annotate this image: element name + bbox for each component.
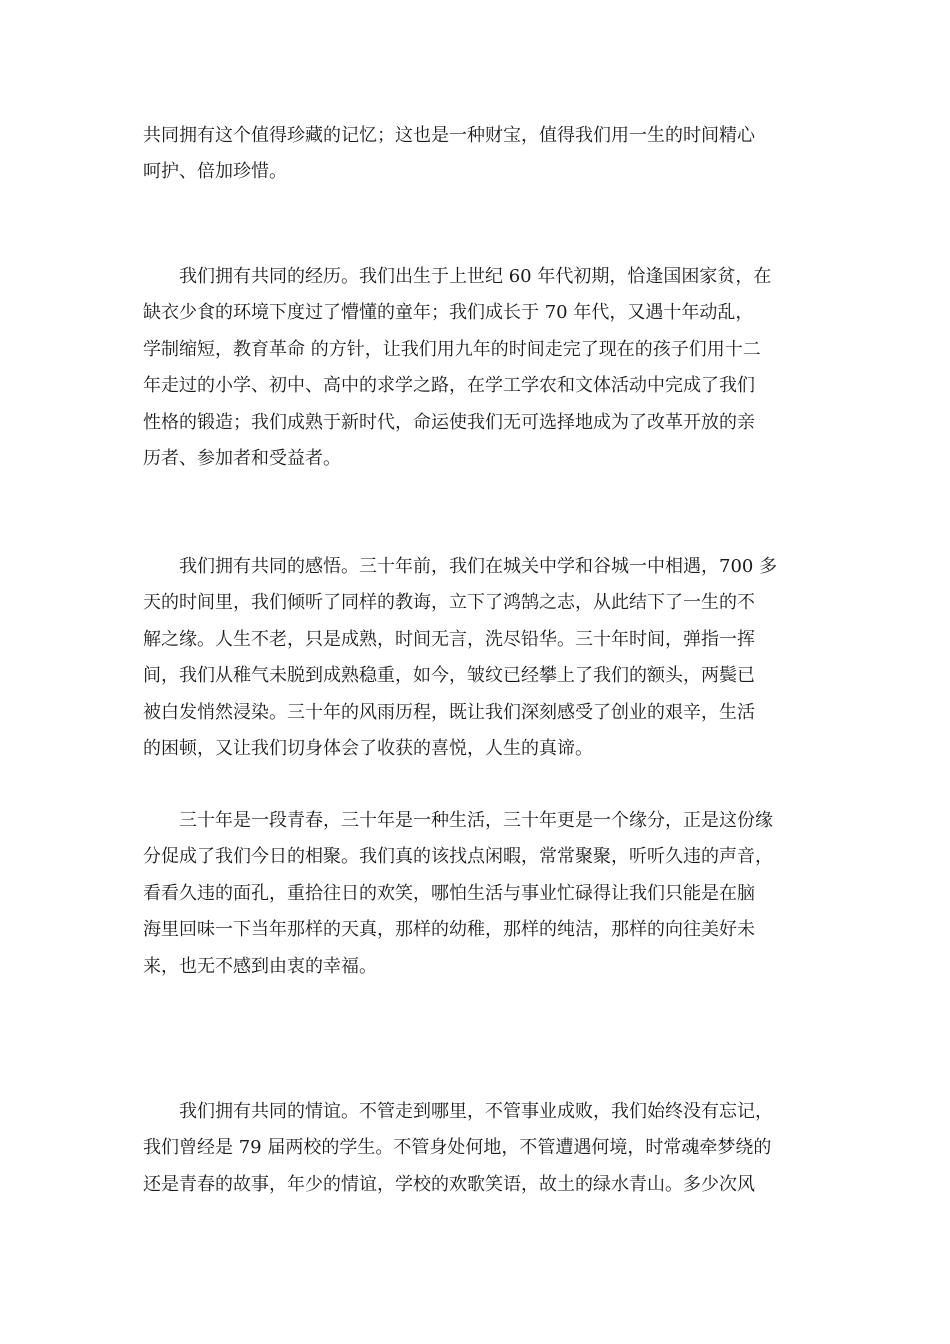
paragraph-1 <box>143 118 755 191</box>
text-line: 来，也无不感到由衷的幸福。 <box>143 955 377 977</box>
text-line: 海里回味一下当年那样的天真，那样的幼稚，那样的纯洁，那样的向往美好未 <box>143 919 755 941</box>
text-line: 我们曾经是 79 届两校的学生。不管身处何地，不管遭遇何境，时常魂牵梦绕的 <box>143 1137 772 1159</box>
text-line: 学制缩短，教育革命 的方针，让我们用九年的时间走完了现在的孩子们用十二 <box>143 338 761 360</box>
text-line: 缺衣少食的环境下度过了懵懂的童年；我们成长于 70 年代，又遇十年动乱， <box>143 302 754 324</box>
text-line: 间，我们从稚气未脱到成熟稳重，如今，皱纹已经攀上了我们的额头，两鬓已 <box>143 665 755 687</box>
text-line: 性格的锻造；我们成熟于新时代，命运使我们无可选择地成为了改革开放的亲 <box>143 411 755 433</box>
paragraph-3 <box>143 549 777 767</box>
text-line: 天的时间里，我们倾听了同样的教诲，立下了鸿鹄之志，从此结下了一生的不 <box>143 592 755 614</box>
text-line: 我们拥有共同的情谊。不管走到哪里，不管事业成败，我们始终没有忘记， <box>179 1101 773 1122</box>
text-line: 共同拥有这个值得珍藏的记忆；这也是一种财宝，值得我们用一生的时间精心 <box>143 125 755 146</box>
text-line: 呵护、倍加珍惜。 <box>143 161 287 183</box>
text-line: 三十年是一段青春，三十年是一种生活，三十年更是一个缘分，正是这份缘 <box>179 810 773 831</box>
text-line: 历者、参加者和受益者。 <box>143 448 341 470</box>
text-line: 看看久违的面孔，重拾往日的欢笑，哪怕生活与事业忙碌得让我们只能是在脑 <box>143 882 755 904</box>
text-line: 我们拥有共同的经历。我们出生于上世纪 60 年代初期，恰逢国困家贫，在 <box>179 266 772 287</box>
text-line: 我们拥有共同的感悟。三十年前，我们在城关中学和谷城一中相遇，700 多 <box>179 556 778 577</box>
text-line: 被白发悄然浸染。三十年的风雨历程，既让我们深刻感受了创业的艰辛，生活 <box>143 701 755 723</box>
text-line: 还是青春的故事，年少的情谊，学校的欢歌笑语，故土的绿水青山。多少次风 <box>143 1173 755 1195</box>
paragraph-2 <box>143 259 771 477</box>
paragraph-4 <box>143 803 773 985</box>
paragraph-5 <box>143 1094 773 1203</box>
text-line: 分促成了我们今日的相聚。我们真的该找点闲暇，常常聚聚，听听久违的声音， <box>143 846 773 868</box>
text-line: 的困顿，又让我们切身体会了收获的喜悦，人生的真谛。 <box>143 738 593 760</box>
text-line: 解之缘。人生不老，只是成熟，时间无言，洗尽铅华。三十年时间，弹指一挥 <box>143 628 755 650</box>
text-line: 年走过的小学、初中、高中的求学之路，在学工学农和文体活动中完成了我们 <box>143 375 755 397</box>
